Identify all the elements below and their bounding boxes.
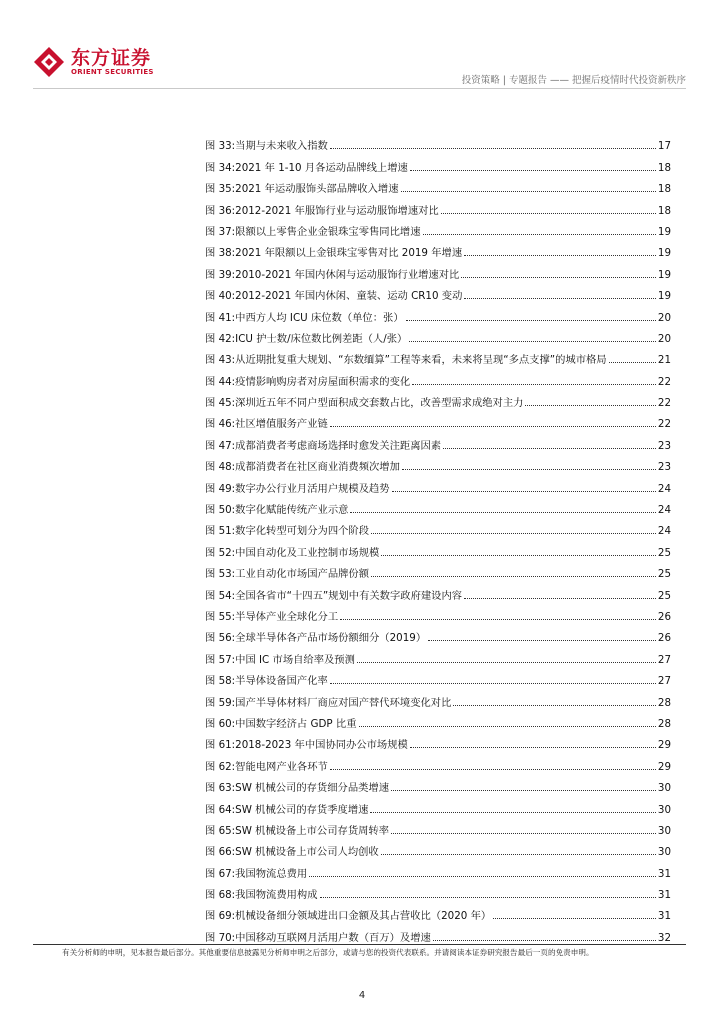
toc-page-number: 31	[657, 867, 671, 880]
toc-figure-title: SW 机械公司的存货季度增速	[235, 803, 369, 816]
toc-entry[interactable]	[205, 666, 671, 687]
toc-figure-title: 数字办公行业月活用户规模及趋势	[235, 482, 390, 495]
toc-entry[interactable]	[205, 217, 671, 238]
toc-entry[interactable]	[205, 751, 671, 772]
toc-figure-title: 深圳近五年不同户型面积成交套数占比，改善型需求成绝对主力	[235, 397, 524, 410]
toc-dot-leader	[391, 832, 656, 834]
toc-page-number: 28	[657, 717, 671, 730]
toc-dot-leader	[433, 939, 656, 941]
toc-dot-leader	[330, 682, 656, 684]
toc-dot-leader	[464, 254, 656, 256]
toc-page-number: 21	[657, 354, 671, 367]
toc-entry[interactable]	[205, 195, 671, 216]
toc-figure-title: 2012-2021 年国内休闲、童装、运动 CR10 变动	[235, 290, 463, 303]
toc-dot-leader	[309, 875, 656, 877]
toc-entry[interactable]	[205, 602, 671, 623]
toc-dot-leader	[409, 340, 656, 342]
toc-figure-title: 机械设备细分领域进出口金额及其占营收比（2020 年）	[235, 910, 492, 923]
toc-figure-title: 我国物流费用构成	[235, 889, 318, 902]
toc-figure-title: 从近期批复重大规划、“东数缅算”工程等来看，未来将呈现“多点支撑”的城市格局	[235, 354, 607, 367]
toc-entry[interactable]	[205, 131, 671, 152]
toc-figure-title: 2010-2021 年国内休闲与运动服饰行业增速对比	[235, 268, 460, 281]
toc-figure-title: 社区增值服务产业链	[235, 418, 328, 431]
toc-dot-leader	[441, 212, 656, 214]
toc-entry[interactable]	[205, 580, 671, 601]
toc-page-number: 19	[657, 290, 671, 303]
toc-dot-leader	[464, 297, 655, 299]
toc-entry[interactable]	[205, 281, 671, 302]
toc-page-number: 27	[657, 675, 671, 688]
toc-figure-label: 图 51:	[205, 525, 236, 538]
toc-page-number: 20	[657, 311, 671, 324]
toc-page-number: 22	[657, 418, 671, 431]
toc-dot-leader	[371, 575, 656, 577]
toc-figure-title: 智能电网产业各环节	[235, 760, 328, 773]
toc-entry[interactable]	[205, 880, 671, 901]
toc-dot-leader	[410, 746, 656, 748]
toc-entry[interactable]	[205, 730, 671, 751]
toc-entry[interactable]	[205, 623, 671, 644]
toc-figure-label: 图 40:	[205, 290, 236, 303]
toc-dot-leader	[493, 917, 656, 919]
toc-page-number: 30	[657, 846, 671, 859]
toc-figure-title: 中西方人均 ICU 床位数（单位：张）	[235, 311, 404, 324]
toc-entry[interactable]	[205, 901, 671, 922]
toc-figure-label: 图 70:	[205, 931, 236, 944]
toc-figure-label: 图 47:	[205, 439, 236, 452]
disclaimer-text: 有关分析师的申明，见本报告最后部分。其他重要信息披露见分析师申明之后部分，或请与您的投资代表联系。并请阅读本证券研究报告最后一页的免责申明。	[62, 948, 594, 957]
toc-entry[interactable]	[205, 858, 671, 879]
toc-page-number: 31	[657, 889, 671, 902]
toc-page-number: 19	[657, 225, 671, 238]
toc-figure-title: 工业自动化市场国产品牌份额	[235, 568, 370, 581]
toc-entry[interactable]	[205, 837, 671, 858]
toc-page-number: 25	[657, 568, 671, 581]
toc-figure-title: 2012-2021 年服饰行业与运动服饰增速对比	[235, 204, 439, 217]
toc-page-number: 19	[657, 247, 671, 260]
toc-figure-title: 当期与未来收入指数	[235, 140, 328, 153]
toc-figure-title: SW 机械公司的存货细分品类增速	[235, 782, 390, 795]
toc-figure-title: 数字化转型可划分为四个阶段	[235, 525, 370, 538]
toc-page-number: 24	[657, 504, 671, 517]
toc-entry[interactable]	[205, 174, 671, 195]
toc-dot-leader	[359, 725, 656, 727]
toc-figure-title: SW 机械设备上市公司存货周转率	[235, 824, 390, 837]
toc-dot-leader	[461, 276, 656, 278]
toc-entry[interactable]	[205, 238, 671, 259]
toc-figure-title: 中国移动互联网月活用户数（百万）及增速	[235, 931, 431, 944]
toc-dot-leader	[370, 811, 655, 813]
toc-figure-label: 图 53:	[205, 568, 236, 581]
toc-figure-label: 图 36:	[205, 204, 236, 217]
toc-dot-leader	[412, 383, 656, 385]
toc-page-number: 17	[657, 140, 671, 153]
toc-figure-title: 疫情影响购房者对房屋面积需求的变化	[235, 375, 411, 388]
toc-dot-leader	[381, 853, 656, 855]
toc-entry[interactable]	[205, 409, 671, 430]
toc-figure-label: 图 34:	[205, 161, 236, 174]
toc-figure-title: 中国 IC 市场自给率及预测	[235, 653, 355, 666]
toc-page-number: 30	[657, 803, 671, 816]
toc-page-number: 30	[657, 782, 671, 795]
toc-entry[interactable]	[205, 559, 671, 580]
toc-figure-title: 我国物流总费用	[235, 867, 308, 880]
toc-entry[interactable]	[205, 324, 671, 345]
toc-page-number: 25	[657, 589, 671, 602]
toc-dot-leader	[391, 789, 656, 791]
toc-dot-leader	[401, 190, 656, 192]
toc-dot-leader	[464, 597, 656, 599]
toc-figure-label: 图 67:	[205, 867, 236, 880]
toc-figure-title: 全球半导体各产品市场份额细分（2019）	[235, 632, 427, 645]
toc-entry[interactable]	[205, 388, 671, 409]
toc-figure-label: 图 68:	[205, 889, 236, 902]
toc-figure-title: 限额以上零售企业金银珠宝零售同比增速	[235, 225, 421, 238]
toc-figure-title: 中国数字经济占 GDP 比重	[235, 717, 357, 730]
toc-page-number: 32	[657, 931, 671, 944]
toc-page-number: 28	[657, 696, 671, 709]
toc-figure-label: 图 45:	[205, 397, 236, 410]
toc-dot-leader	[443, 447, 656, 449]
toc-figure-label: 图 35:	[205, 183, 236, 196]
toc-figure-label: 图 38:	[205, 247, 236, 260]
toc-page-number: 29	[657, 760, 671, 773]
toc-page-number: 18	[657, 183, 671, 196]
brand-logo-icon	[33, 46, 65, 78]
toc-dot-leader	[320, 896, 656, 898]
toc-dot-leader	[609, 361, 656, 363]
toc-entry[interactable]	[205, 773, 671, 794]
toc-page-number: 27	[657, 653, 671, 666]
toc-entry[interactable]	[205, 152, 671, 173]
toc-figure-title: SW 机械设备上市公司人均创收	[235, 846, 379, 859]
toc-figure-label: 图 49:	[205, 482, 236, 495]
toc-page-number: 25	[657, 546, 671, 559]
figure-list	[205, 131, 671, 944]
toc-dot-leader	[381, 554, 656, 556]
toc-figure-label: 图 60:	[205, 717, 236, 730]
toc-figure-label: 图 42:	[205, 332, 236, 345]
toc-entry[interactable]	[205, 345, 671, 366]
toc-entry[interactable]	[205, 794, 671, 815]
toc-page-number: 22	[657, 397, 671, 410]
toc-figure-label: 图 66:	[205, 846, 236, 859]
toc-page-number: 20	[657, 332, 671, 345]
toc-figure-title: 国产半导体材料厂商应对国产替代环境变化对比	[235, 696, 452, 709]
toc-figure-label: 图 39:	[205, 268, 236, 281]
toc-figure-title: 数字化赋能传统产业示意	[235, 504, 349, 517]
toc-figure-title: 中国自动化及工业控制市场规模	[235, 546, 380, 559]
toc-page-number: 26	[657, 610, 671, 623]
toc-entry[interactable]	[205, 516, 671, 537]
toc-entry[interactable]	[205, 430, 671, 451]
toc-figure-title: 成都消费者考虑商场选择时愈发关注距离因素	[235, 439, 442, 452]
toc-dot-leader	[330, 425, 656, 427]
footer-divider	[33, 944, 686, 945]
toc-entry[interactable]	[205, 922, 671, 943]
toc-figure-label: 图 33:	[205, 140, 236, 153]
brand-name-cn: 东方证券	[71, 46, 152, 69]
toc-entry[interactable]	[205, 495, 671, 516]
toc-figure-label: 图 54:	[205, 589, 236, 602]
toc-entry[interactable]	[205, 452, 671, 473]
header-divider	[33, 88, 686, 89]
toc-page-number: 23	[657, 461, 671, 474]
toc-dot-leader	[330, 147, 656, 149]
toc-figure-title: 2021 年运动服饰头部品牌收入增速	[235, 183, 399, 196]
toc-figure-label: 图 56:	[205, 632, 236, 645]
toc-figure-label: 图 57:	[205, 653, 236, 666]
toc-figure-title: ICU 护士数/床位数比例差距（人/张）	[235, 332, 408, 345]
toc-figure-title: 半导体产业全球化分工	[235, 610, 339, 623]
toc-page-number: 24	[657, 525, 671, 538]
toc-dot-leader	[402, 468, 656, 470]
toc-page-number: 24	[657, 482, 671, 495]
toc-figure-label: 图 44:	[205, 375, 236, 388]
toc-entry[interactable]	[205, 687, 671, 708]
toc-figure-label: 图 48:	[205, 461, 236, 474]
toc-page-number: 22	[657, 375, 671, 388]
toc-figure-label: 图 58:	[205, 675, 236, 688]
toc-dot-leader	[453, 704, 656, 706]
toc-figure-label: 图 69:	[205, 910, 236, 923]
toc-entry[interactable]	[205, 816, 671, 837]
brand-logo	[33, 46, 154, 78]
report-breadcrumb: 投资策略 | 专题报告 —— 把握后疫情时代投资新秩序	[461, 75, 686, 86]
toc-figure-label: 图 59:	[205, 696, 236, 709]
toc-figure-label: 图 52:	[205, 546, 236, 559]
toc-dot-leader	[410, 169, 656, 171]
toc-figure-label: 图 41:	[205, 311, 236, 324]
toc-dot-leader	[392, 490, 656, 492]
toc-dot-leader	[357, 661, 656, 663]
toc-page-number: 19	[657, 268, 671, 281]
toc-figure-label: 图 65:	[205, 824, 236, 837]
toc-entry[interactable]	[205, 302, 671, 323]
toc-dot-leader	[423, 233, 656, 235]
toc-page-number: 31	[657, 910, 671, 923]
toc-figure-label: 图 50:	[205, 504, 236, 517]
toc-figure-label: 图 61:	[205, 739, 236, 752]
toc-figure-label: 图 62:	[205, 760, 236, 773]
toc-figure-label: 图 63:	[205, 782, 236, 795]
toc-page-number: 23	[657, 439, 671, 452]
toc-figure-title: 全国各省市“十四五”规划中有关数字政府建设内容	[235, 589, 463, 602]
toc-entry[interactable]	[205, 709, 671, 730]
toc-page-number: 18	[657, 204, 671, 217]
toc-dot-leader	[350, 511, 655, 513]
toc-dot-leader	[330, 768, 656, 770]
toc-figure-label: 图 46:	[205, 418, 236, 431]
toc-figure-label: 图 43:	[205, 354, 236, 367]
toc-figure-title: 半导体设备国产化率	[235, 675, 328, 688]
toc-entry[interactable]	[205, 473, 671, 494]
brand-name-en: ORIENT SECURITIES	[71, 67, 154, 76]
toc-figure-label: 图 37:	[205, 225, 236, 238]
toc-entry[interactable]	[205, 644, 671, 665]
toc-entry[interactable]	[205, 366, 671, 387]
page-number: 4	[358, 990, 366, 1001]
toc-figure-label: 图 64:	[205, 803, 236, 816]
toc-dot-leader	[525, 404, 655, 406]
toc-dot-leader	[340, 618, 656, 620]
toc-dot-leader	[406, 319, 656, 321]
toc-figure-title: 2021 年限额以上金银珠宝零售对比 2019 年增速	[235, 247, 463, 260]
toc-entry[interactable]	[205, 537, 671, 558]
toc-page-number: 29	[657, 739, 671, 752]
toc-figure-title: 2018-2023 年中国协同办公市场规模	[235, 739, 408, 752]
toc-dot-leader	[428, 639, 656, 641]
toc-page-number: 18	[657, 161, 671, 174]
toc-page-number: 30	[657, 824, 671, 837]
toc-figure-title: 成都消费者在社区商业消费频次增加	[235, 461, 400, 474]
toc-figure-label: 图 55:	[205, 610, 236, 623]
toc-dot-leader	[371, 532, 656, 534]
toc-entry[interactable]	[205, 259, 671, 280]
toc-page-number: 26	[657, 632, 671, 645]
toc-figure-title: 2021 年 1-10 月各运动品牌线上增速	[235, 161, 408, 174]
